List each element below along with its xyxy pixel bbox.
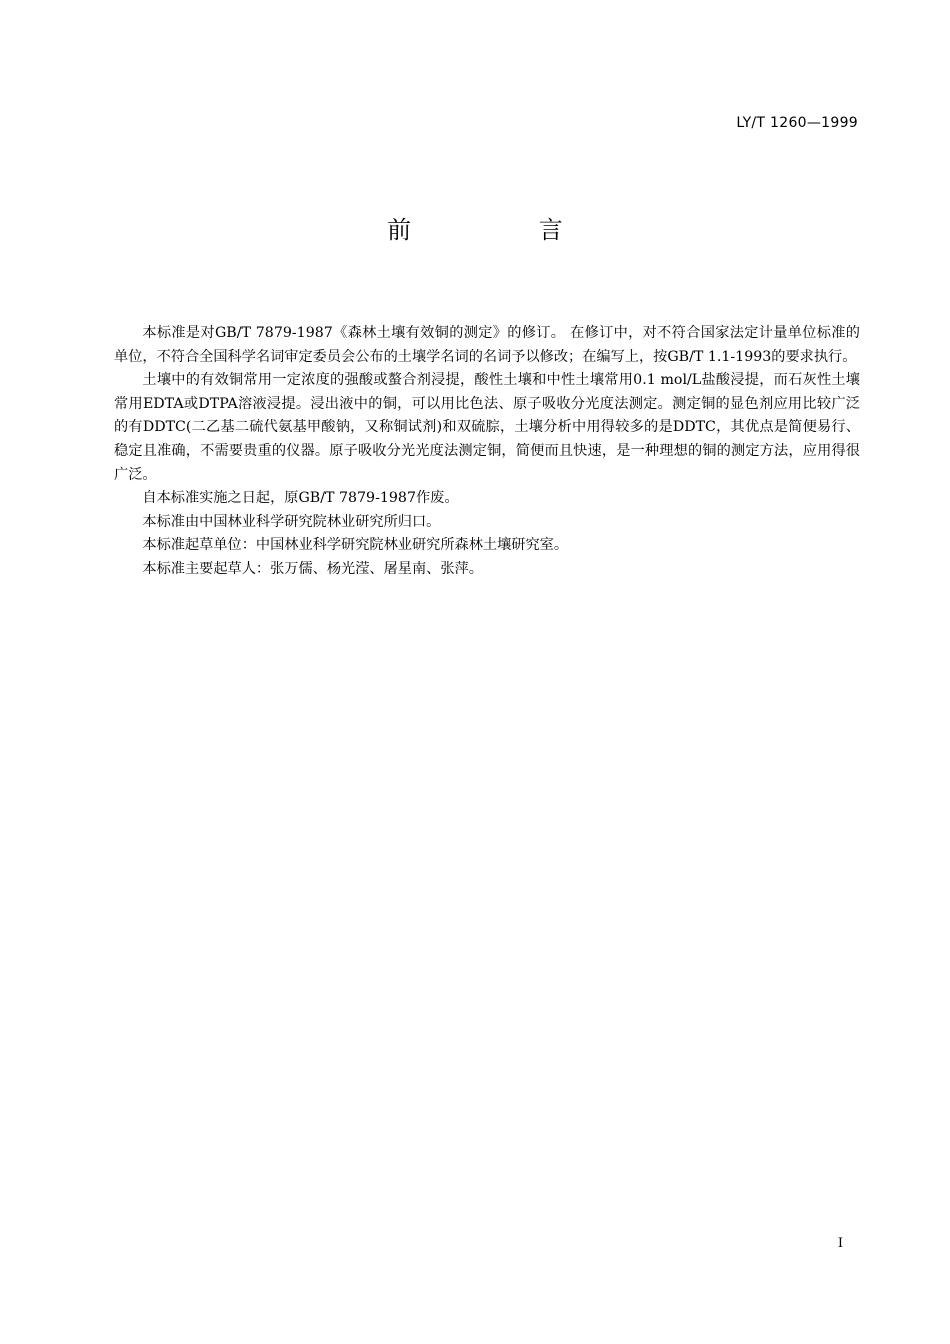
paragraph-drafters: 本标准主要起草人：张万儒、杨光滢、屠星南、张萍。 bbox=[142, 560, 483, 577]
standard-code: LY/T 1260—1999 bbox=[736, 115, 858, 131]
paragraph-drafting-unit: 本标准起草单位：中国林业科学研究院林业研究所森林土壤研究室。 bbox=[142, 537, 569, 554]
paragraph-methods: 土壤中的有效铜常用一定浓度的强酸或螯合剂浸提，酸性土壤和中性土壤常用0.1 mol/L盐酸浸提，而石灰性土壤常用EDTA或DTPA溶液浸提。浸出液中的铜，可以用比色法、原子吸收分光度法测定。测定铜的显色剂应用比较广泛的有DDTC(二乙基二硫代氨基甲酸钠，又称铜试剂)和双硫腙，土壤分析中用得较多的是DDTC，其优点是简便易行、稳定且准确，不需要贵重的仪器。原子吸收分光光度法测定铜，简便而且快速，是一种理想的铜的测定方法，应用得很广泛。 bbox=[114, 372, 860, 483]
paragraph-revision: 本标准是对GB/T 7879-1987《森林土壤有效铜的测定》的修订。 在修订中，对不符合国家法定计量单位标准的单位，不符合全国科学名词审定委员会公布的土壤学名词的名词予以修改；在编写上，按GB/T 1.1-1993的要求执行。 bbox=[114, 325, 860, 365]
page-number: I bbox=[837, 1236, 843, 1251]
foreword-body bbox=[114, 322, 860, 582]
paragraph-supersede: 自本标准实施之日起，原GB/T 7879-1987作废。 bbox=[142, 490, 459, 507]
page-title: 前 言 bbox=[387, 216, 623, 244]
paragraph-responsible: 本标准由中国林业科学研究院林业研究所归口。 bbox=[142, 513, 441, 530]
